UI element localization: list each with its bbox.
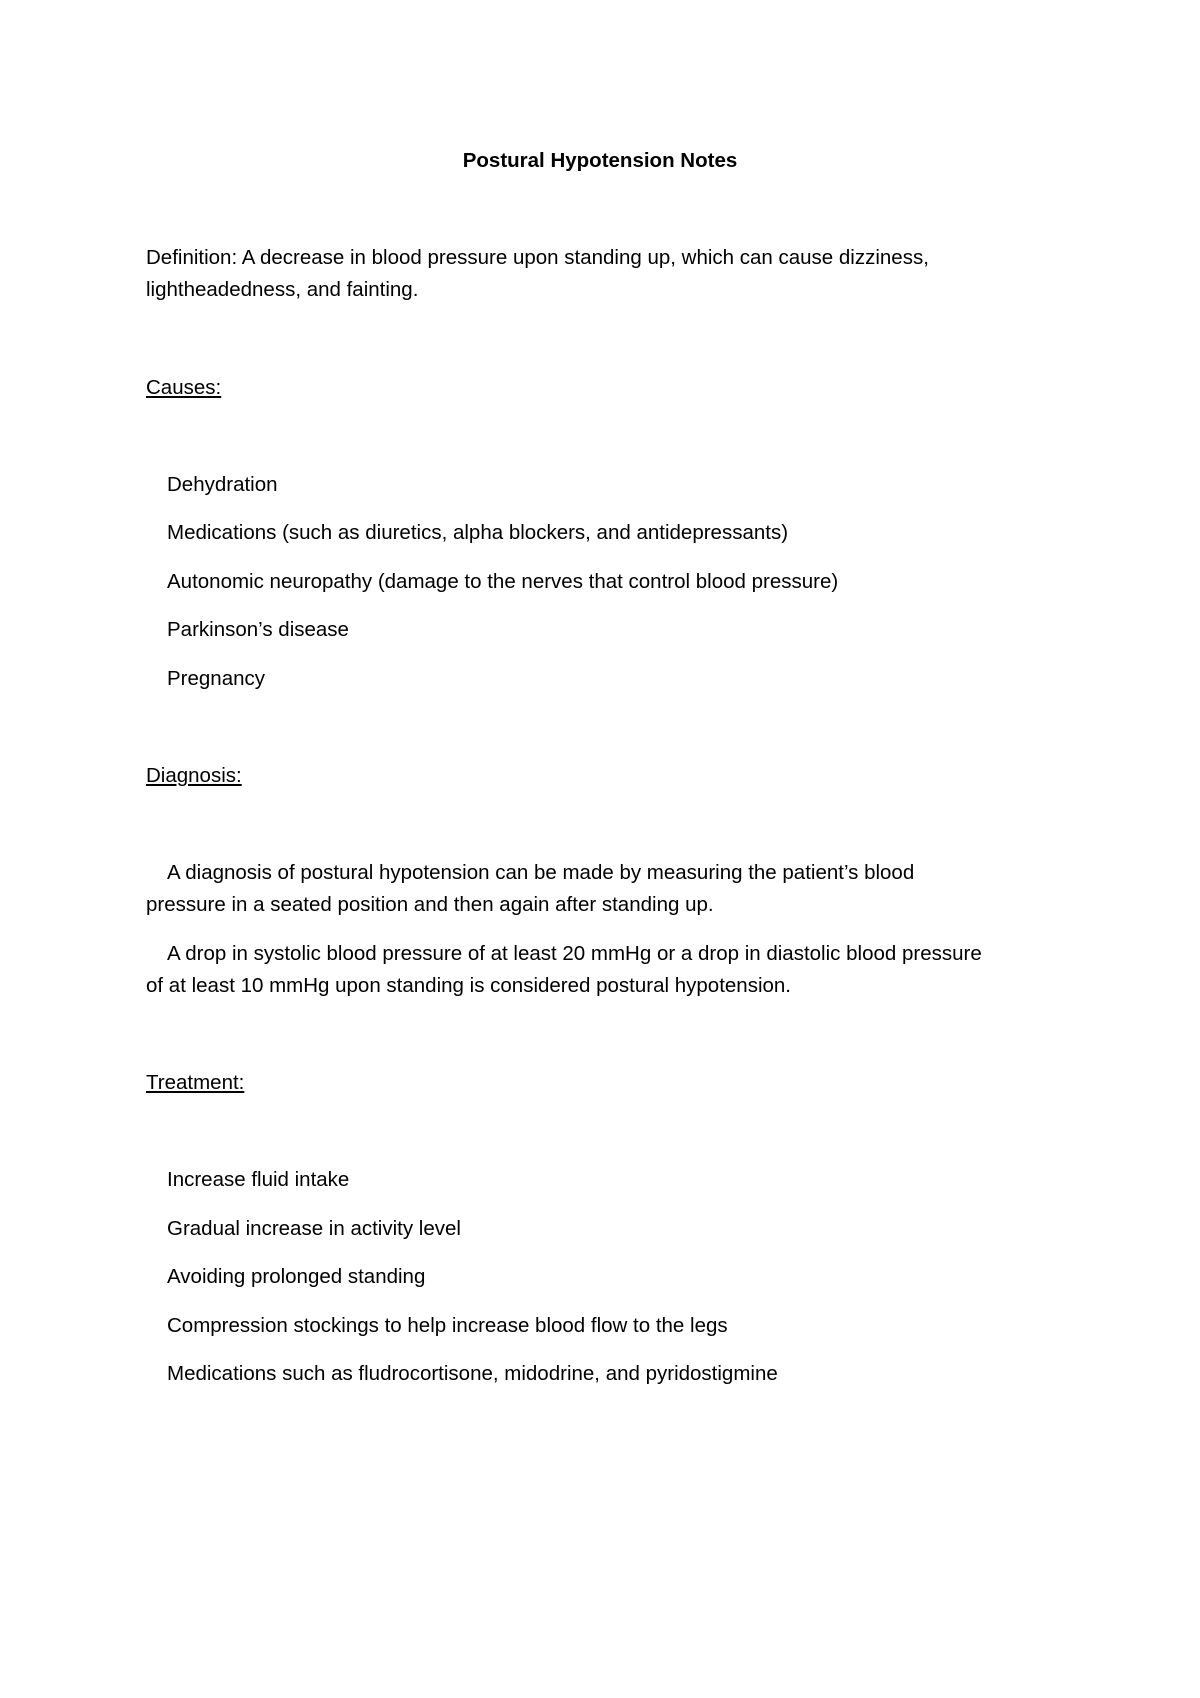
treatment-item: Avoiding prolonged standing: [167, 1265, 426, 1288]
definition-line-2: lightheadedness, and fainting.: [146, 278, 419, 301]
causes-item: Parkinson’s disease: [167, 618, 349, 641]
treatment-item: Increase fluid intake: [167, 1168, 350, 1191]
causes-item: Pregnancy: [167, 667, 266, 690]
causes-item: Autonomic neuropathy (damage to the nerves that control blood pressure): [167, 570, 839, 593]
document-title: Postural Hypotension Notes: [462, 149, 738, 172]
diagnosis-paragraph-2-line-1: A drop in systolic blood pressure of at least 20 mmHg or a drop in diastolic blood pressure: [167, 942, 982, 965]
treatment-item: Medications such as fludrocortisone, midodrine, and pyridostigmine: [167, 1362, 778, 1385]
diagnosis-paragraph-1-line-1: A diagnosis of postural hypotension can be made by measuring the patient’s blood: [167, 861, 915, 884]
treatment-item: Compression stockings to help increase blood flow to the legs: [167, 1314, 728, 1337]
causes-heading: Causes:: [146, 376, 222, 399]
treatment-heading: Treatment:: [146, 1071, 245, 1094]
causes-item: Dehydration: [167, 473, 278, 496]
diagnosis-paragraph-1-line-2: pressure in a seated position and then again after standing up.: [146, 893, 714, 916]
treatment-item: Gradual increase in activity level: [167, 1217, 461, 1240]
causes-item: Medications (such as diuretics, alpha blockers, and antidepressants): [167, 521, 789, 544]
diagnosis-paragraph-2-line-2: of at least 10 mmHg upon standing is considered postural hypotension.: [146, 974, 791, 997]
definition-line-1: Definition: A decrease in blood pressure upon standing up, which can cause dizziness,: [146, 246, 929, 269]
diagnosis-heading: Diagnosis:: [146, 764, 242, 787]
